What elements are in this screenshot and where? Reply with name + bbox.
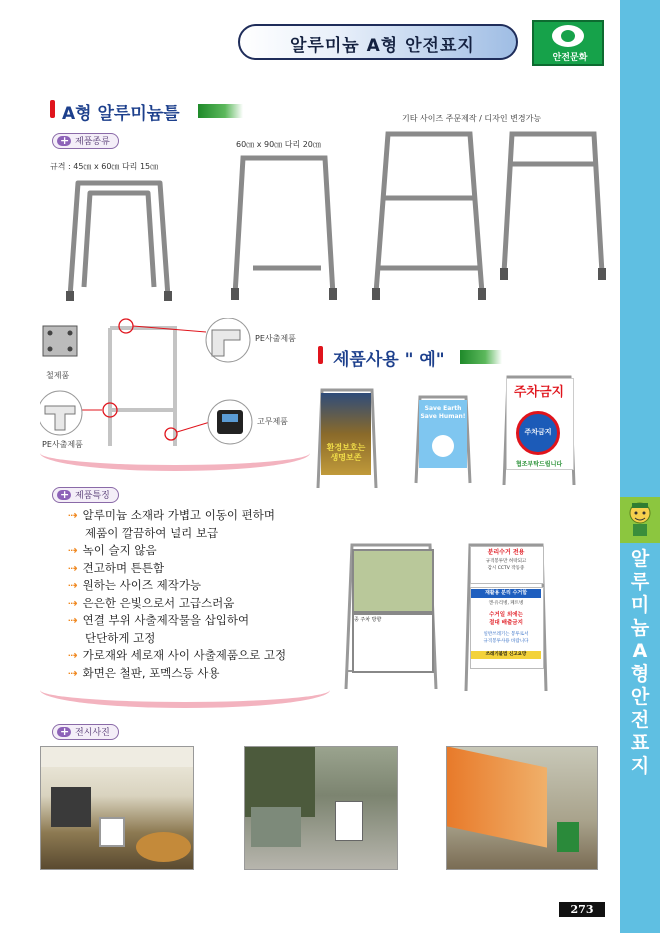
poster-text: 환경보호는 생명보존 bbox=[326, 443, 366, 462]
recycle-red2: 절대 배출금지 bbox=[489, 620, 523, 626]
page-title: 알루미늄 A형 안전표지 bbox=[290, 36, 475, 56]
custom-note: 기타 사이즈 주문제작 / 디자인 변경가능 bbox=[402, 114, 542, 123]
section-marker bbox=[50, 100, 55, 118]
sign-parking bbox=[500, 375, 578, 487]
green-line1: Save Earth bbox=[424, 405, 462, 412]
arrow-icon: ⇢ bbox=[68, 595, 78, 610]
frame-small bbox=[60, 175, 180, 305]
recycle-band: 재활용 분리 수거함 bbox=[471, 589, 541, 598]
side-char: 알 bbox=[630, 548, 650, 570]
decorative-swoosh-2 bbox=[40, 672, 330, 708]
recycle-header: 분리수거 전용 bbox=[487, 549, 525, 556]
list-item: ⇢ 은은한 은빛으로서 고급스러움 bbox=[68, 595, 235, 610]
logo-circle-icon bbox=[552, 25, 584, 47]
arrow-icon: ⇢ bbox=[68, 578, 78, 592]
recycle-line1: 규격봉투만 허락되고 bbox=[485, 559, 527, 564]
list-item: ⇢ 알루미늄 소재라 가볍고 이동이 편하며 bbox=[68, 508, 276, 522]
list-item: ⇢ 가로재와 세로재 사이 사출제품으로 고정 bbox=[68, 648, 287, 662]
sign-recycle bbox=[462, 543, 550, 693]
recycle-red1: 수거일 외에는 bbox=[489, 612, 523, 618]
decorative-swoosh bbox=[40, 435, 310, 471]
logo-text: 안전문화 bbox=[552, 53, 588, 63]
tag-features bbox=[52, 487, 119, 503]
parking-bottom: 협조부탁드립니다 bbox=[515, 461, 563, 468]
list-item: ⇢ 화면은 철판, 포멕스등 사용 bbox=[68, 665, 220, 680]
features-list bbox=[68, 507, 338, 682]
arrow-icon: ⇢ bbox=[68, 665, 78, 680]
green-line2: Save Human! bbox=[420, 413, 466, 420]
mascot-icon bbox=[620, 497, 660, 543]
parts-diagram bbox=[40, 318, 260, 453]
side-char: 형 bbox=[630, 663, 650, 685]
side-char: 늄 bbox=[630, 617, 650, 639]
side-char: A bbox=[632, 640, 648, 662]
side-char: 지 bbox=[630, 755, 650, 777]
part-label-rubber: 고무제품 bbox=[257, 417, 288, 426]
arrow-icon: ⇢ bbox=[68, 543, 78, 557]
arrow-icon: ⇢ bbox=[68, 560, 78, 575]
side-char: 미 bbox=[630, 594, 650, 616]
part-label-iron: 철제품 bbox=[46, 371, 70, 380]
section-title-frame: A형 알루미늄틀 bbox=[62, 104, 180, 124]
side-char: 전 bbox=[630, 709, 650, 731]
side-vertical-title bbox=[620, 548, 660, 778]
parking-title: 주차금지 bbox=[513, 385, 565, 400]
hinge-icon bbox=[43, 326, 77, 356]
recycle-blue2: 규격봉투사용 바랍니다 bbox=[483, 639, 529, 644]
frame-large-alt bbox=[496, 128, 611, 283]
gallery-photo-fence bbox=[446, 746, 598, 870]
frame-medium bbox=[225, 150, 345, 305]
arrow-icon: ⇢ bbox=[68, 613, 78, 627]
earth-icon bbox=[432, 435, 454, 457]
arrow-icon: ⇢ bbox=[68, 648, 78, 662]
recycle-line2: 감시 CCTV 작동중 bbox=[487, 566, 525, 571]
spec-small: 규격 : 45㎝ x 60㎝ 다리 15㎝ bbox=[50, 162, 159, 171]
tag-label: 제품종류 bbox=[75, 137, 110, 147]
tag-label: 제품특징 bbox=[75, 491, 110, 501]
list-item: 제품이 깔끔하여 널리 보급 bbox=[85, 525, 219, 540]
part-label-pe-left: PE사출제품 bbox=[42, 440, 83, 449]
tag-gallery bbox=[52, 724, 119, 740]
gallery-photo-office bbox=[40, 746, 194, 870]
side-text bbox=[620, 548, 660, 778]
sign-poster bbox=[314, 388, 378, 490]
side-char: 루 bbox=[630, 571, 650, 593]
side-char: 안 bbox=[630, 686, 650, 708]
section-title-bar bbox=[198, 104, 243, 118]
gallery-photo-street bbox=[244, 746, 398, 870]
part-label-pe-top: PE사출제품 bbox=[255, 334, 296, 343]
tag-product-type bbox=[52, 133, 119, 149]
tag-icon bbox=[57, 490, 71, 500]
tag-icon bbox=[57, 727, 71, 737]
recycle-band2: 캔·유리병, 페트병 bbox=[488, 601, 524, 606]
side-band bbox=[620, 0, 660, 933]
sign-map bbox=[342, 543, 440, 691]
list-item: ⇢ 원하는 사이즈 제작가능 bbox=[68, 578, 202, 592]
tag-label: 전시사진 bbox=[75, 728, 110, 738]
frame-large bbox=[368, 128, 490, 303]
brand-logo bbox=[532, 20, 604, 66]
corner-joint-icon bbox=[206, 318, 250, 362]
recycle-blue1: 일반쓰레기는 봉투로서 bbox=[483, 632, 529, 637]
map-text: 종 주차 방향 bbox=[354, 617, 382, 623]
list-item: 단단하게 고정 bbox=[85, 630, 156, 645]
sign-green bbox=[412, 395, 474, 485]
page-number: 273 bbox=[559, 902, 605, 917]
spec-medium: 60㎝ x 90㎝ 다리 20㎝ bbox=[236, 140, 321, 149]
parking-circle-text: 주차금지 bbox=[524, 428, 552, 436]
section-title-bar-2 bbox=[460, 350, 502, 364]
section-title-usage: 제품사용 " 예" bbox=[333, 350, 445, 370]
side-char: 표 bbox=[630, 732, 650, 754]
tag-icon bbox=[57, 136, 71, 146]
arrow-icon: ⇢ bbox=[68, 508, 78, 522]
t-joint-icon bbox=[40, 391, 82, 435]
list-item: ⇢ 녹이 슬지 않음 bbox=[68, 543, 157, 557]
section-marker-2 bbox=[318, 346, 323, 364]
list-item: ⇢ 연결 부위 사출제작물을 삽입하여 bbox=[68, 613, 250, 627]
recycle-bottom: 쓰레기불법 신고요망 bbox=[471, 651, 541, 659]
list-item: ⇢ 견고하며 튼튼함 bbox=[68, 560, 165, 575]
